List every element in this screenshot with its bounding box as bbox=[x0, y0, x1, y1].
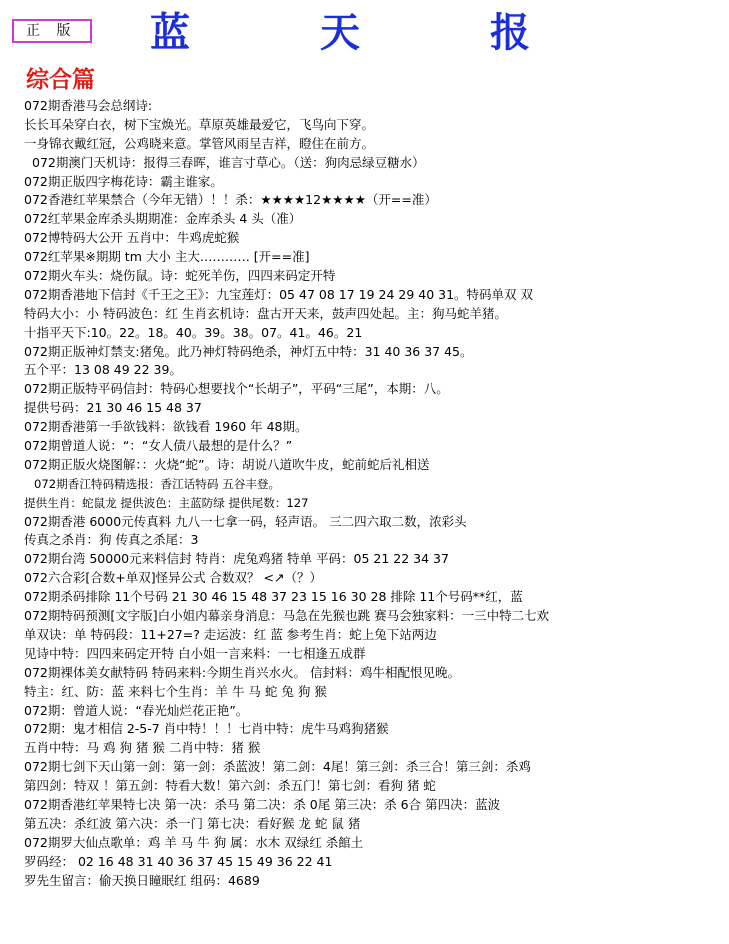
edition-badge: 正 版 bbox=[12, 19, 92, 43]
text-line: 072期罗大仙点歌单：鸡 羊 马 牛 狗 属：水木 双绿红 杀館土 bbox=[24, 834, 364, 850]
text-line: 072期火车头：烧伤鼠。诗：蛇死羊伤，四四来码定开特 bbox=[24, 268, 336, 284]
text-line: 072期正版四字梅花诗：霸主谁家。 bbox=[24, 173, 223, 189]
text-line: 072期香江特码精选报：香江话特码 五谷丰登。 bbox=[34, 476, 281, 491]
text-line: 072期香港 6000元传真料 九八一七拿一码，轻声语。 三二四六取二数，浓彩头 bbox=[24, 513, 467, 529]
title-char: 报 bbox=[490, 8, 530, 56]
text-line: 见诗中特：四四来码定开特 白小姐一言来料：一七相逢五成群 bbox=[24, 645, 366, 661]
text-line: 单双诀：单 特码段：11+27=? 走运波：红 蓝 参考生肖：蛇上兔下站两边 bbox=[24, 626, 437, 642]
text-line: 072期曾道人说：“：“女人债八最想的是什么？” bbox=[24, 438, 293, 454]
text-line: 072期正版神灯禁支:猪兔。此乃神灯特码绝杀，神灯五中特：31 40 36 37 45。 bbox=[24, 343, 473, 359]
text-line: 特主：红、防：蓝 来料七个生肖：羊 牛 马 蛇 兔 狗 猴 bbox=[24, 683, 327, 699]
newspaper-title bbox=[150, 4, 530, 54]
text-line: 提供生肖：蛇鼠龙 提供波色：主蓝防绿 提供尾数：127 bbox=[24, 495, 309, 510]
title-char: 蓝 bbox=[150, 8, 190, 56]
text-line: 072期台湾 50000元来料信封 特肖：虎兔鸡猪 特单 平码：05 21 22 34 37 bbox=[24, 551, 449, 567]
text-line: 072期：鬼才相信 2-5-7 肖中特！！！七肖中特：虎牛马鸡狗猪猴 bbox=[24, 721, 389, 737]
text-line: 072期正版特平码信封：特码心想要找个“长胡子”，平码“三尾”，本期：八。 bbox=[24, 381, 449, 397]
text-line: 一身锦衣戴红冠，公鸡晓来意。掌管风雨呈吉祥，瞪住在前方。 bbox=[24, 135, 375, 151]
text-line: 072期七剑下天山第一剑：第一剑：杀蓝波！第二剑：4尾！第三剑：杀三合！第三剑：杀鸡 bbox=[24, 759, 531, 775]
text-line: 072期香港第一手欲钱料：欲钱看 1960 年 48期。 bbox=[24, 419, 308, 435]
text-line: 传真之杀肖：狗 传真之杀尾：3 bbox=[24, 532, 199, 548]
text-line: 072期杀码排除 11个号码 21 30 46 15 48 37 23 15 16 30 28 排除 11个号码**红，蓝 bbox=[24, 589, 523, 605]
text-line: 072期香港地下信封《千王之王》：九宝莲灯：05 47 08 17 19 24 29 40 31。特码单双 双 bbox=[24, 286, 534, 302]
text-line: 072六合彩[合数+单双]怪异公式 合数双？ <↗（？） bbox=[24, 570, 322, 586]
text-line: 罗码经： 02 16 48 31 40 36 37 45 15 49 36 22 41 bbox=[24, 853, 333, 869]
section-title: 综合篇 bbox=[26, 66, 95, 93]
text-line: 特码大小：小 特码波色：红 生肖玄机诗：盘古开天来，鼓声四处起。主：狗马蛇羊猪。 bbox=[24, 305, 507, 321]
text-line: 072红苹果金库杀头期期准：金库杀头 4 头（准） bbox=[24, 211, 302, 227]
text-line: 072期：曾道人说：“春光灿烂花正艳”。 bbox=[24, 702, 249, 718]
text-line: 072博特码大公开 五肖中：牛鸡虎蛇猴 bbox=[24, 230, 240, 246]
text-line: 072香港红苹果禁合（今年无错）！！杀：★★★★12★★★★（开==准） bbox=[24, 192, 437, 208]
text-line: 五个平：13 08 49 22 39。 bbox=[24, 362, 182, 378]
text-line: 罗先生留言：偷天换日瞳眠红 组码：4689 bbox=[24, 872, 260, 888]
text-line: 长长耳朵穿白衣，树下宝焕光。草原英雄最爱它，飞鸟向下穿。 bbox=[24, 116, 375, 132]
text-line: 072红苹果※期期 tm 大小 主大………… [开==准] bbox=[24, 249, 310, 265]
text-line: 072期正版火烧图解：：火烧“蛇”。诗：胡说八道吹牛皮，蛇前蛇后礼相送 bbox=[24, 456, 430, 472]
text-line: 072期裸体美女献特码 特码来料:今期生肖兴水火。 信封料：鸡牛相配恨见晚。 bbox=[24, 664, 461, 680]
text-line: 第五决：杀红波 第六决：杀一门 第七决：看好猴 龙 蛇 鼠 猪 bbox=[24, 815, 361, 831]
text-line: 072期特码预测[文字版]白小姐内幕亲身消息：马急在先猴也跳 赛马会独家料：一三中特二七欢 bbox=[24, 608, 550, 624]
content-lines bbox=[24, 97, 724, 890]
text-line: 五肖中特：马 鸡 狗 猪 猴 二肖中特：猪 猴 bbox=[24, 740, 261, 756]
text-line: 提供号码：21 30 46 15 48 37 bbox=[24, 400, 202, 416]
text-line: 第四剑：特双 ！第五剑：特看大数！第六剑：杀五门！第七剑：看狗 猪 蛇 bbox=[24, 778, 436, 794]
text-line: 072期香港红苹果特七决 第一决：杀马 第二决：杀 0尾 第三决：杀 6合 第四决：蓝波 bbox=[24, 796, 501, 812]
title-char: 天 bbox=[320, 8, 360, 56]
text-line: 072期澳门天机诗：报得三春晖，谁言寸草心。（送：狗肉忌绿豆糖水） bbox=[32, 154, 425, 170]
text-line: 十指平天下:10。22。18。40。39。38。07。41。46。21 bbox=[24, 324, 363, 340]
text-line: 072期香港马会总纲诗: bbox=[24, 98, 153, 113]
